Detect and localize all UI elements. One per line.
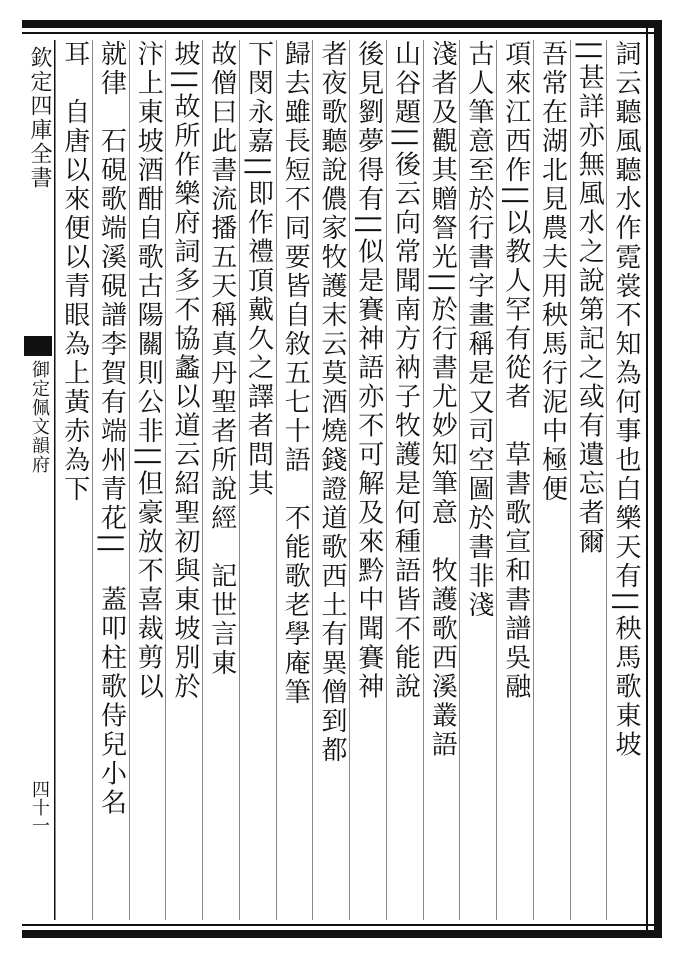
text-column: 詞云聽風聽水作霓裳不知為何事也白樂天有||秧馬歌東坡 bbox=[606, 40, 644, 920]
book-title: 欽定四庫全書 bbox=[27, 46, 52, 190]
text-column: 古人筆意至於行書字畫稱是又司空圖於書非淺 bbox=[459, 40, 497, 920]
frame-right-rule bbox=[654, 20, 662, 938]
text-column: 汴上東坡酒酣自歌古陽關則公非||但豪放不喜裁剪以 bbox=[129, 40, 167, 920]
book-subtitle: 御定佩文韻府 bbox=[29, 360, 50, 474]
text-column: 就律 石硯歌端溪硯譜李賀有端州青花|| 蓋叩柱歌侍兒小名 bbox=[92, 40, 130, 920]
text-column: 項來江西作||以教人罕有從者 草書歌宣和書譜吳融 bbox=[496, 40, 534, 920]
text-column: 下閔永嘉||即作禮頂戴久之譯者問其 bbox=[239, 40, 277, 920]
text-column: 故僧曰此書流播五天稱真丹聖者所說經 記世言東 bbox=[202, 40, 240, 920]
text-column: 者夜歌聽說儂家牧護末云莫酒燒錢證道歌西土有異僧到都 bbox=[312, 40, 350, 920]
text-column: ||甚詳亦無風水之說第記之㦯有遺忘者爾 bbox=[570, 40, 608, 920]
frame-top-thin-rule bbox=[22, 32, 662, 34]
frame-bottom-thin-rule bbox=[22, 924, 662, 926]
text-column: 坡||故所作樂府詞多不協蠡以道云紹聖初與東坡別於 bbox=[165, 40, 203, 920]
frame-top-rule bbox=[22, 20, 662, 28]
text-column: 山谷題||後云向常聞南方衲子牧護是何種語皆不能說 bbox=[386, 40, 424, 920]
text-column: 歸去雖長短不同要皆自敘五七十語 不能歌老學庵筆 bbox=[276, 40, 314, 920]
page-margin-column bbox=[22, 40, 56, 920]
page-number: 四十一 bbox=[29, 780, 50, 834]
text-column: 吾常在湖北見農夫用秧馬行泥中極便 bbox=[533, 40, 571, 920]
text-column: 淺者及觀其贈詧光||於行書尤妙知筆意 牧護歌西溪叢語 bbox=[423, 40, 461, 920]
main-text bbox=[56, 40, 644, 922]
frame-right-thin-rule bbox=[646, 20, 648, 938]
frame-bottom-rule bbox=[22, 930, 662, 938]
text-column: 後見劉夢得有||似是賽神語亦不可解及來黔中聞賽神 bbox=[349, 40, 387, 920]
text-column: 耳 自唐以來便以青眼為上黃赤為下 bbox=[55, 40, 93, 920]
fish-tail-mark bbox=[24, 336, 52, 356]
